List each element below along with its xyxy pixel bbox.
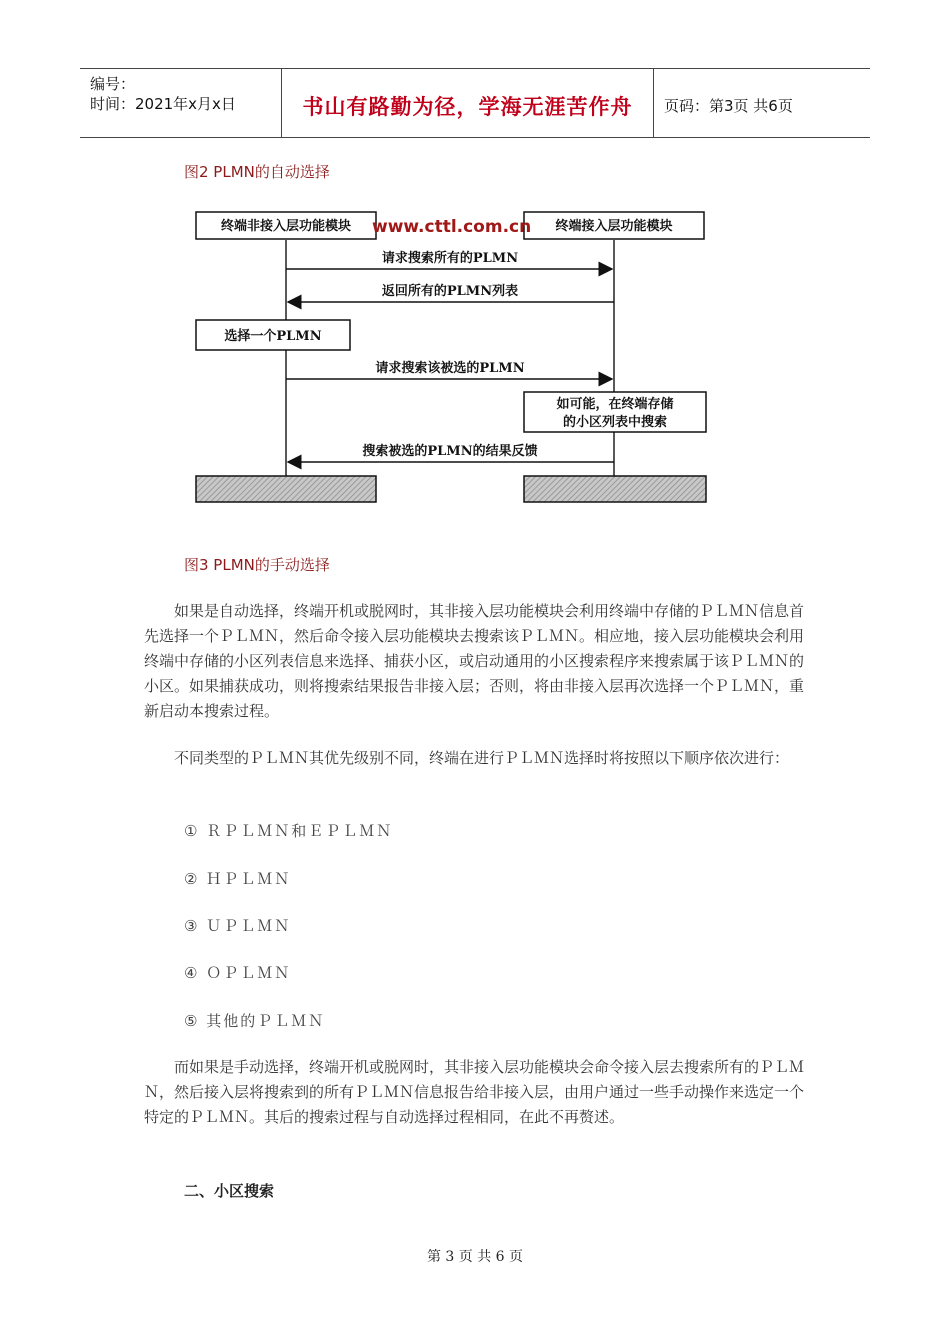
paragraph-auto-selection: 如果是自动选择，终端开机或脱网时，其非接入层功能模块会利用终端中存储的ＰＬＭＮ信息首先选择一个ＰＬＭＮ，然后命令接入层功能模块去搜索该ＰＬＭＮ。相应地，接入层功能模块会利用终端中存储的小区列表信息来选择、捕获小区，或启动通用的小区搜索程序来搜索属于该ＰＬＭＮ的小区。如果捕获成功，则将搜索结果报告非接入层；否则，将由非接入层再次选择一个ＰＬＭＮ，重新启动本搜索过程。 (144, 602, 805, 720)
list-item: ② ＨＰＬＭＮ (184, 870, 292, 888)
list-item: ① ＲＰＬＭＮ和ＥＰＬＭＮ (184, 822, 394, 840)
search-box-line1: 如可能，在终端存储 (556, 397, 674, 412)
left-module-box (196, 212, 376, 239)
left-module-label: 终端非接入层功能模块 (220, 219, 352, 234)
number-label: 编号： (90, 75, 136, 93)
search-box-line2: 的小区列表中搜索 (562, 415, 668, 430)
section-heading: 二、小区搜索 (184, 1182, 275, 1200)
list-item: ④ ＯＰＬＭＮ (184, 964, 292, 982)
header-info-cell (80, 69, 282, 137)
paragraph-manual-selection: 而如果是手动选择，终端开机或脱网时，其非接入层功能模块会命令接入层去搜索所有的ＰＬＭＮ，然后接入层将搜索到的所有ＰＬＭＮ信息报告给非接入层，由用户通过一些手动操作来选定一个特定的ＰＬＭＮ。其后的搜索过程与自动选择过程相同，在此不再赘述。 (144, 1058, 805, 1126)
list-item: ⑤ 其他的ＰＬＭＮ (184, 1012, 326, 1030)
list-item: ③ ＵＰＬＭＮ (184, 917, 292, 935)
figure2-caption: 图2 PLMN的自动选择 (184, 163, 330, 181)
figure3-caption: 图3 PLMN的手动选择 (184, 556, 330, 574)
select-plmn-label: 选择一个PLMN (224, 329, 322, 344)
paragraph-priority: 不同类型的ＰＬＭＮ其优先级别不同，终端在进行ＰＬＭＮ选择时将按照以下顺序依次进行： (174, 749, 790, 767)
left-end-box (196, 476, 376, 502)
header-page-cell (654, 69, 870, 137)
right-module-label: 终端接入层功能模块 (555, 219, 673, 234)
page-footer: 第 3 页 共 6 页 (426, 1249, 524, 1265)
msg-return-plmn-list: 返回所有的PLMN列表 (381, 284, 519, 299)
right-module-box (524, 212, 704, 239)
time-label: 时间：2021年x月x日 (90, 95, 236, 113)
header-motto-cell (282, 69, 654, 137)
page-header (80, 68, 870, 138)
page-code: 页码：第3页 共6页 (664, 97, 793, 115)
msg-search-result-feedback: 搜索被选的PLMN的结果反馈 (362, 444, 538, 459)
watermark: www.cttl.com.cn (372, 217, 532, 237)
right-end-box (524, 476, 706, 502)
msg-request-selected-plmn: 请求搜索该被选的PLMN (375, 361, 525, 376)
search-cell-list-box (524, 392, 706, 432)
msg-request-all-plmn: 请求搜索所有的PLMN (381, 251, 519, 266)
select-plmn-box (196, 320, 350, 350)
motto: 书山有路勤为径，学海无涯苦作舟 (302, 95, 633, 119)
plmn-sequence-diagram (180, 198, 720, 510)
